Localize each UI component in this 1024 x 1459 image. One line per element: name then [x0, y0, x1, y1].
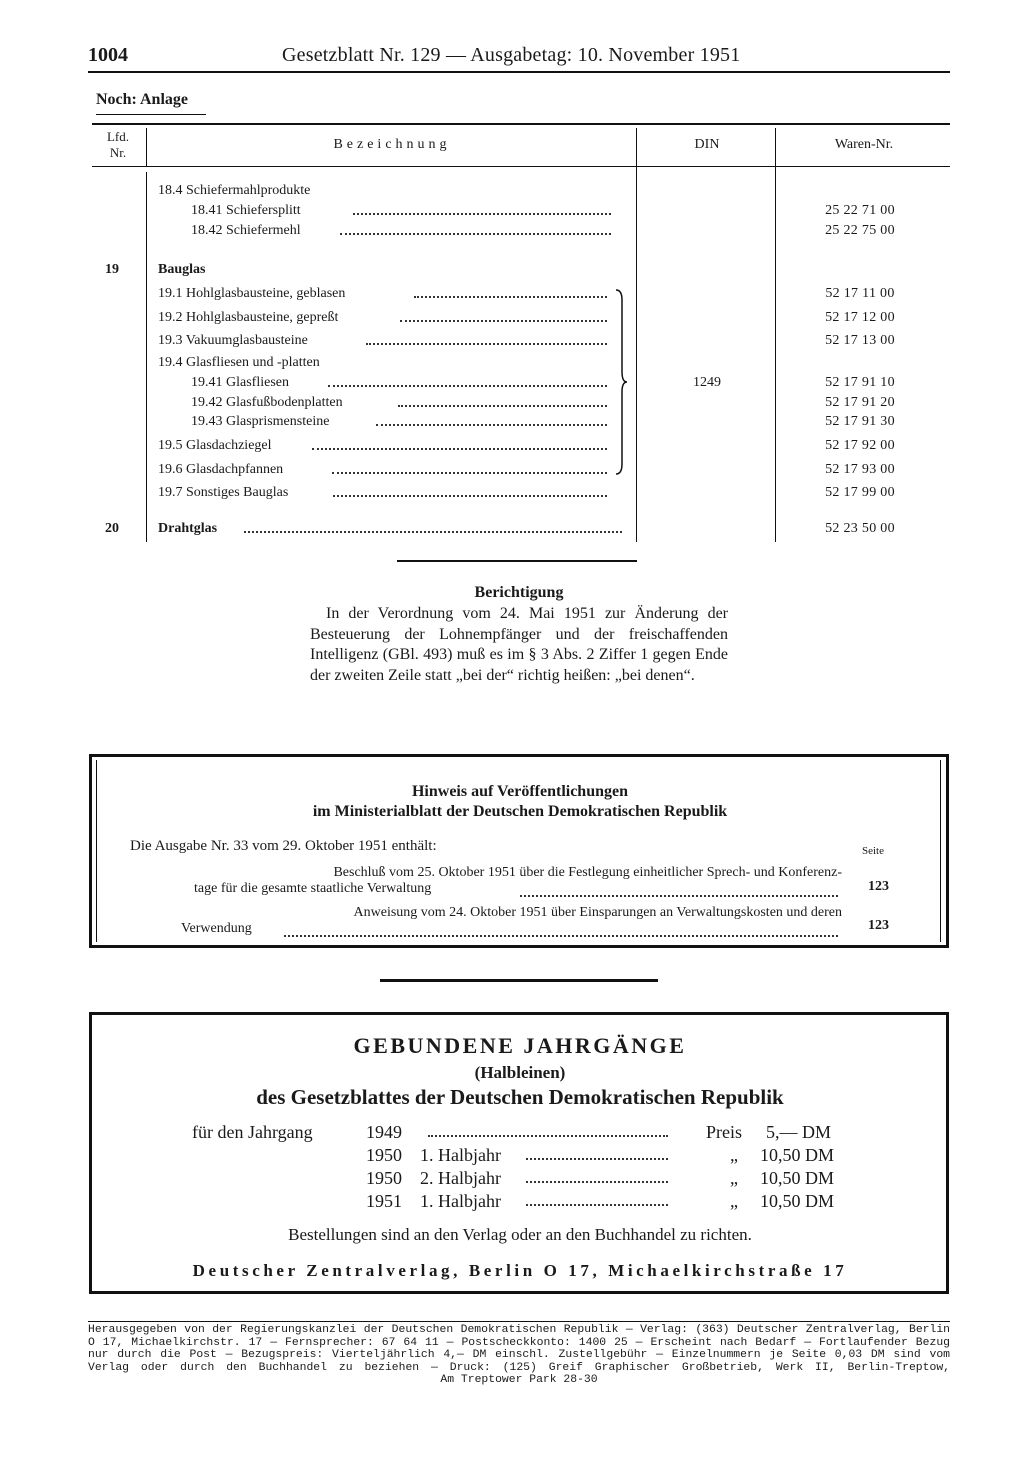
table-row: 19.41 Glasfliesen 1249 52 17 91 10 [191, 375, 895, 390]
price-row: für den Jahrgang 1949 Preis 5,— DM [192, 1122, 832, 1142]
page-header-title: Gesetzblatt Nr. 129 — Ausgabetag: 10. November 1951 [282, 44, 741, 66]
table-row: 19.7 Sonstiges Bauglas 52 17 99 00 [158, 485, 895, 500]
column-header-lfd: Lfd. Nr. [106, 129, 130, 160]
table-row: 19.4 Glasfliesen und -platten [158, 355, 320, 370]
gebundene-subtitle-2: des Gesetzblattes der Deutschen Demokratischen Republik [256, 1085, 784, 1109]
imprint-last-line: Am Treptower Park 28-30 [440, 1374, 598, 1386]
page-number: 1004 [88, 44, 128, 66]
section-label-underline [96, 114, 206, 115]
berichtigung-title: Berichtigung [474, 584, 564, 601]
imprint-text: Herausgegeben von der Regierungskanzlei der Deutschen Demokratischen Republik — Verlag: (363) Deutscher Zentralverlag, Berlin O 17, Michaelkirchstr. 17 — Fernsprecher: 67 64 11 — Postscheckkonto: 1400 25 — Erscheint nach Bedarf — Fortlaufender Bezug nur durch die Post — Bezugspreis: Vierteljährlich 4,— DM einschl. Zustellgebühr — Einzelnummern je Seite 0,03 DM sind vom Verlag oder durch den Buchhandel zu beziehen — Druck: (125) Greif Graphischer Großbetrieb, Werk II, Berlin-Treptow, [88, 1324, 950, 1374]
hinweis-entry-leader [520, 895, 838, 897]
gebundene-title: GEBUNDENE JAHRGÄNGE [353, 1033, 687, 1058]
table-row: 19.2 Hohlglasbausteine, gepreßt 52 17 12 00 [158, 310, 895, 325]
berichtigung-rule [397, 560, 637, 562]
hinweis-inner-rule-left [96, 760, 97, 942]
section-label: Noch: Anlage [96, 91, 188, 108]
hinweis-seite-label: Seite [862, 845, 884, 857]
hinweis-entry-line: Anweisung vom 24. Oktober 1951 über Einsparungen an Verwaltungskosten und deren [353, 905, 842, 920]
table-row: 19.42 Glasfußbodenplatten 52 17 91 20 [191, 395, 895, 410]
gebundene-subtitle: (Halbleinen) [474, 1063, 566, 1082]
table-row: 19.5 Glasdachziegel 52 17 92 00 [158, 438, 895, 453]
group-brace [614, 288, 628, 476]
hinweis-entry-line: tage für die gesamte staatliche Verwaltung [194, 881, 432, 896]
hinweis-entry-leader [284, 935, 838, 937]
table-row: 18.42 Schiefermehl 25 22 75 00 [191, 223, 895, 238]
table-row: 18.4 Schiefermahlprodukte [158, 183, 311, 198]
hinweis-entry-page: 123 [868, 879, 889, 894]
table-row: 19.1 Hohlglasbausteine, geblasen 52 17 11 00 [158, 286, 895, 301]
order-note: Bestellungen sind an den Verlag oder an den Buchhandel zu richten. [288, 1225, 752, 1244]
berichtigung-text: In der Verordnung vom 24. Mai 1951 zur Änderung der Besteuerung der Lohnempfänger und der freischaffenden Intelligenz (GBl. 493) muß es im § 3 Abs. 2 Ziffer 1 gegen Ende der zweiten Zeile statt „bei der“ richtig heißen: „bei denen“. [310, 605, 728, 684]
hinweis-intro: Die Ausgabe Nr. 33 vom 29. Oktober 1951 enthält: [130, 838, 437, 854]
footer-rule [88, 1321, 950, 1322]
publisher-address: Deutscher Zentralverlag, Berlin O 17, Michaelkirchstraße 17 [192, 1261, 848, 1280]
column-header-waren-nr: Waren-Nr. [834, 137, 894, 152]
table-header-rule [92, 166, 950, 167]
hinweis-title: Hinweis auf Veröffentlichungen [411, 783, 628, 800]
hinweis-entry-page: 123 [868, 918, 889, 933]
hinweis-subtitle: im Ministerialblatt der Deutschen Demokratischen Republik [312, 803, 728, 820]
table-top-rule [92, 123, 950, 125]
header-rule [88, 71, 950, 73]
table-divider-lfd [146, 128, 147, 166]
table-row: 18.41 Schiefersplitt 25 22 71 00 [191, 203, 895, 218]
table-row: 19.43 Glasprismensteine 52 17 91 30 [191, 414, 895, 429]
table-row: 20 Drahtglas 52 23 50 00 [105, 521, 895, 536]
price-row: 1951 1. Halbjahr „ 10,50 DM [366, 1191, 835, 1211]
hinweis-entry-line: Beschluß vom 25. Oktober 1951 über die Festlegung einheitlicher Sprech- und Konferenz- [333, 865, 842, 880]
column-header-bezeichnung: Bezeichnung [333, 137, 451, 152]
separator-rule [380, 979, 658, 982]
price-row: 1950 1. Halbjahr „ 10,50 DM [366, 1145, 835, 1165]
hinweis-inner-rule-right [940, 760, 941, 942]
price-row: 1950 2. Halbjahr „ 10,50 DM [366, 1168, 835, 1188]
hinweis-entry-line: Verwendung [181, 921, 252, 936]
column-header-din: DIN [694, 137, 720, 152]
table-row: 19.6 Glasdachpfannen 52 17 93 00 [158, 462, 895, 477]
table-row: 19 Bauglas [105, 262, 206, 277]
table-row: 19.3 Vakuumglasbausteine 52 17 13 00 [158, 333, 895, 348]
